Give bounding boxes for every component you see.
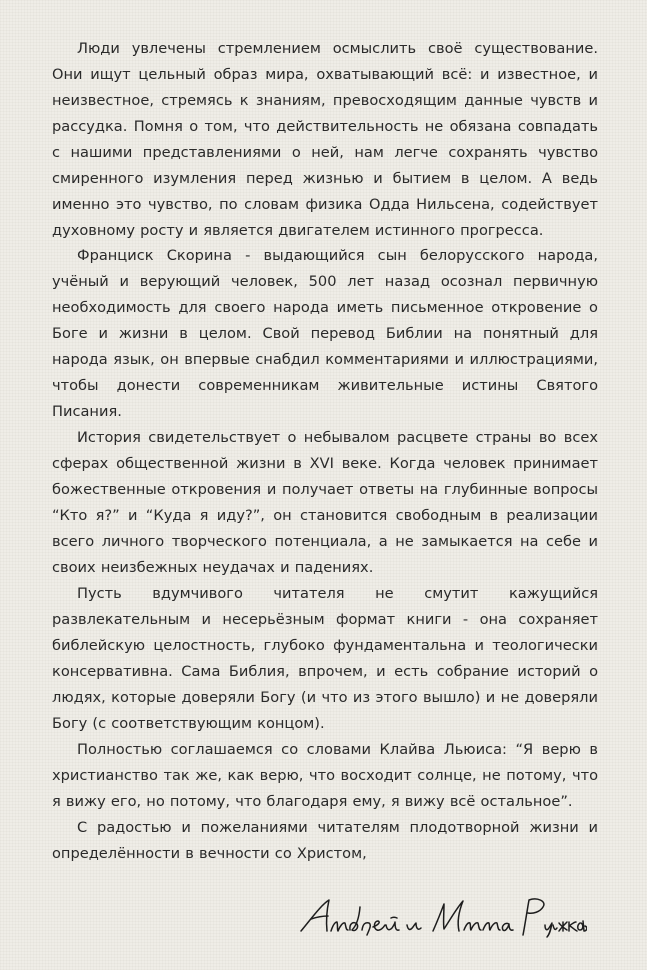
handwritten-signature xyxy=(297,895,587,939)
paragraph-lewis-quote: Полностью соглашаемся со словами Клайва Льюиса: “Я верю в христианство так же, как верю, что восходит солнце, не потому, что я вижу его, но потому, что благодаря ему, я вижу всё остальное”. xyxy=(52,741,598,810)
paragraph-history: История свидетельствует о небывалом расцвете страны во всех сферах общественной жизни в XVI веке. Когда человек принимает божественные откровения и получает ответы на глубинные вопросы “Кто я?” и “Куда я иду?”, он становится свободным в реализации всего личного творческого потенциала, а не замыкается на себе и своих неизбежных неудачах и падениях. xyxy=(52,429,598,576)
paragraph-closing: С радостью и пожеланиями читателям плодотворной жизни и определённости в вечности со Христом, xyxy=(52,819,598,862)
paragraph-intro: Люди увлечены стремлением осмыслить своё существование. Они ищут цельный образ мира, охватывающий всё: и известное, и неизвестное, стремясь к знаниям, превосходящим данные чувств и рассудка. Помня о том, что действительность не обязана совпадать с нашими представлениями о ней, нам легче сохранять чувство смиренного изумления перед жизнью и бытием в целом. А ведь именно это чувство, по словам физика Одда Нильсена, содействует духовному росту и является двигателем истинного прогресса. xyxy=(52,40,598,239)
paragraph-skorina: Франциск Скорина - выдающийся сын белорусского народа, учёный и верующий человек, 500 лет назад осознал первичную необходимость для своего народа иметь письменное откровение о Боге и жизни в целом. Свой перевод Библии на понятный для народа язык, он впервые снабдил комментариями и иллюстрациями, чтобы донести современникам живительные истины Святого Писания. xyxy=(52,247,598,420)
paragraph-book-format: Пусть вдумчивого читателя не смутит кажущийся развлекательным и несерьёзным формат книги - она сохраняет библейскую целостность, глубоко фундаментальна и теологически консервативна. Сама Библия, впрочем, и есть собрание историй о людях, которые доверяли Богу (и что из этого вышло) и не доверяли Богу (с соответствующим концом). xyxy=(52,585,598,732)
